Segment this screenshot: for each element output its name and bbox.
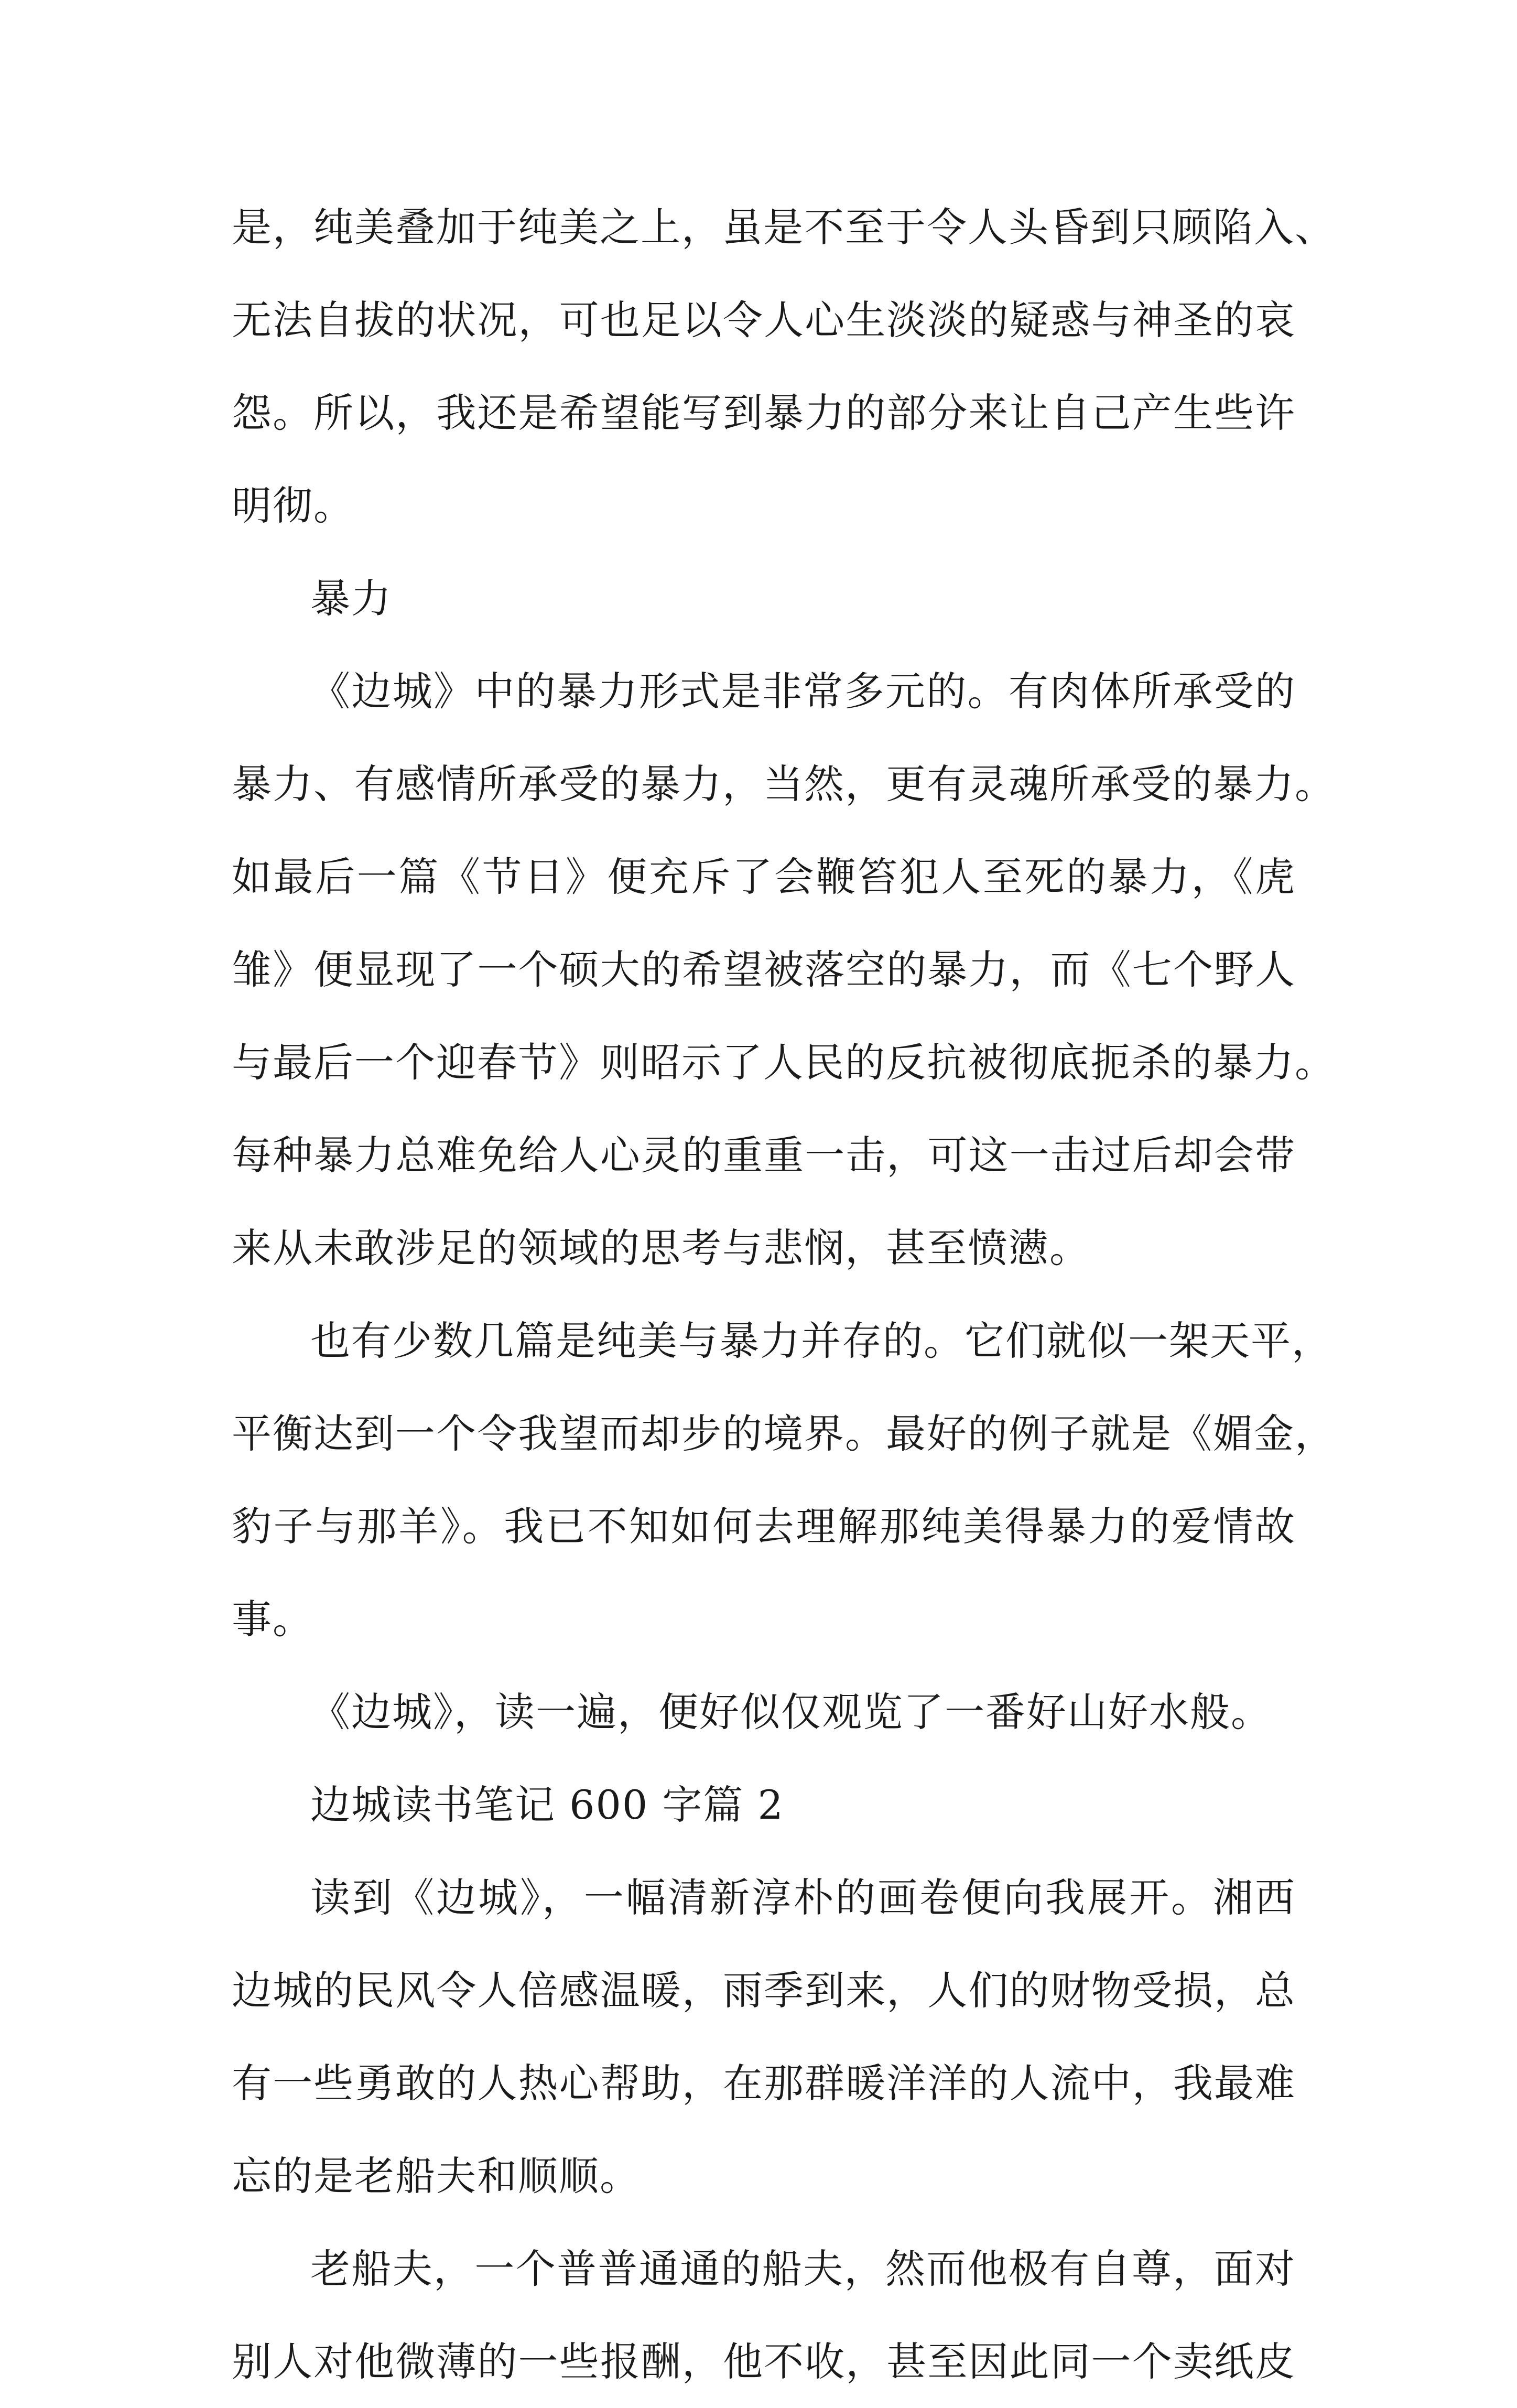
text-line: 别人对他微薄的一些报酬，他不收，甚至因此同一个卖纸皮 xyxy=(232,2338,1296,2385)
text-line: 暴力 xyxy=(310,575,392,622)
text-line: 与最后一个迎春节》则昭示了人民的反抗被彻底扼杀的暴力。 xyxy=(232,1039,1336,1086)
text-line: 暴力、有感情所承受的暴力，当然，更有灵魂所承受的暴力。 xyxy=(232,761,1336,807)
body-text xyxy=(232,181,1336,2408)
text-line: 《边城》中的暴力形式是非常多元的。有肉体所承受的 xyxy=(310,668,1296,715)
text-line: 每种暴力总难免给人心灵的重重一击，可这一击过后却会带 xyxy=(232,1132,1296,1179)
text-line: 来从未敢涉足的领域的思考与悲悯，甚至愤懑。 xyxy=(232,1225,1090,1271)
text-line: 有一些勇敢的人热心帮助，在那群暖洋洋的人流中，我最难 xyxy=(232,2060,1296,2107)
text-line: 无法自拔的状况，可也足以令人心生淡淡的疑惑与神圣的哀 xyxy=(232,297,1296,343)
text-line: 明彻。 xyxy=(232,482,354,529)
text-line: 平衡达到一个令我望而却步的境界。最好的例子就是《媚金， xyxy=(232,1410,1336,1457)
text-line: 《边城》，读一遍，便好似仅观览了一番好山好水般。 xyxy=(310,1689,1272,1735)
text-line: 怨。所以，我还是希望能写到暴力的部分来让自己产生些许 xyxy=(232,390,1296,436)
text-line: 老船夫，一个普普通通的船夫，然而他极有自尊，面对 xyxy=(310,2245,1296,2292)
text-line: 如最后一篇《节日》便充斥了会鞭笞犯人至死的暴力，《虎 xyxy=(232,854,1296,900)
text-line: 读到《边城》，一幅清新淳朴的画卷便向我展开。湘西 xyxy=(310,1874,1296,1921)
text-line: 也有少数几篇是纯美与暴力并存的。它们就似一架天平， xyxy=(310,1318,1332,1364)
text-line: 边城读书笔记 600 字篇 2 xyxy=(310,1781,784,1828)
text-line: 忘的是老船夫和顺顺。 xyxy=(232,2153,641,2199)
text-line: 豹子与那羊》。我已不知如何去理解那纯美得暴力的爱情故 xyxy=(232,1503,1296,1550)
text-line: 是，纯美叠加于纯美之上，虽是不至于令人头昏到只顾陷入、 xyxy=(232,204,1336,251)
text-line: 雏》便显现了一个硕大的希望被落空的暴力，而《七个野人 xyxy=(232,946,1296,993)
text-line: 事。 xyxy=(232,1596,313,1643)
text-line: 边城的民风令人倍感温暖，雨季到来，人们的财物受损，总 xyxy=(232,1967,1296,2014)
